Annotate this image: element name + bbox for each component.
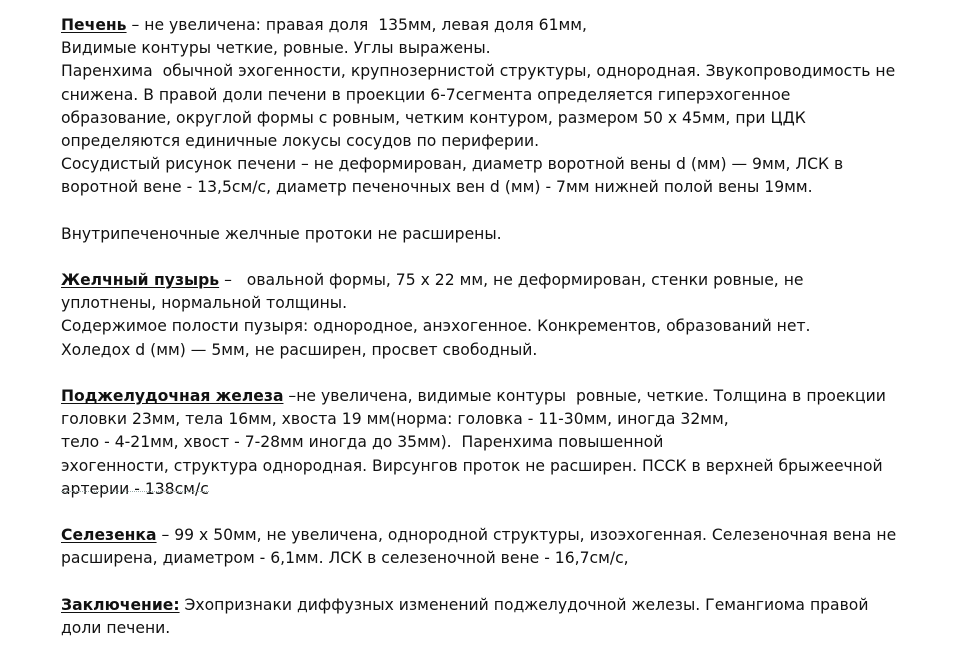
liver-line-6: определяются единичные локусы сосудов по периферии.: [61, 131, 540, 150]
liver-line-1: [61, 14, 961, 37]
gallbladder-text: – овальной формы, 75 х 22 мм, не деформирован, стенки ровные, не: [219, 271, 804, 290]
pancreas-line-3: тело - 4-21мм, хвост - 7-28мм иногда до 35мм). Паренхима повышенной: [61, 433, 664, 452]
pancreas-heading: Поджелудочная железа: [61, 387, 284, 405]
spacer: [61, 246, 961, 269]
spacer: [61, 501, 961, 524]
pancreas-line-4: эхогенности, структура однородная. Вирсунгов проток не расширен. ПССК в верхней брыжеечной: [61, 456, 883, 475]
liver-line-3: Паренхима обычной эхогенности, крупнозернистой структуры, однородная. Звукопроводимость не: [61, 62, 896, 81]
gallbladder-line-3: Содержимое полости пузыря: однородное, анэхогенное. Конкрементов, образований нет.: [61, 317, 811, 336]
gallbladder-line-1: [61, 269, 961, 292]
conclusion-heading: Заключение:: [61, 595, 180, 614]
gallbladder-heading: Желчный пузырь: [61, 271, 220, 290]
pancreas-text-last: артерии - 138см/с: [61, 479, 209, 498]
spleen-line-1: [61, 524, 961, 547]
bile-ducts-line: Внутрипеченочные желчные протоки не расширены.: [61, 224, 502, 243]
spleen-text: – 99 х 50мм, не увеличена, однородной структуры, изоэхогенная. Селезеночная вена не: [156, 526, 897, 545]
spacer: [61, 362, 961, 385]
liver-line-5: образование, округлой формы с ровным, четким контуром, размером 50 х 45мм, при ЦДК: [61, 108, 806, 127]
conclusion-text: Эхопризнаки диффузных изменений поджелудочной железы. Гемангиома правой: [179, 595, 869, 614]
gallbladder-line-2: уплотнены, нормальной толщины.: [61, 294, 348, 313]
liver-line-8: воротной вене - 13,5см/с, диаметр печеночных вен d (мм) - 7мм нижней полой вены 19мм.: [61, 178, 813, 197]
pancreas-line-2: головки 23мм, тела 16мм, хвоста 19 мм(норма: головка - 11-30мм, иногда 32мм,: [61, 410, 729, 429]
pancreas-line-1: [61, 385, 961, 408]
ultrasound-report: [61, 14, 961, 640]
conclusion-line-2: доли печени.: [61, 618, 171, 637]
spacer: [61, 571, 961, 594]
liver-line-4: снижена. В правой доли печени в проекции 6-7сегмента определяется гиперэхогенное: [61, 85, 791, 104]
liver-heading: Печень: [61, 16, 127, 34]
spacer: [61, 200, 961, 223]
liver-line-2: Видимые контуры четкие, ровные. Углы выражены.: [61, 39, 491, 58]
spleen-heading: Селезенка: [61, 526, 157, 545]
spleen-line-2: расширена, диаметром - 6,1мм. ЛСК в селезеночной вене - 16,7см/с,: [61, 549, 629, 568]
pancreas-text: –не увеличена, видимые контуры ровные, четкие. Толщина в проекции: [283, 387, 886, 405]
pancreas-line-5: [61, 478, 961, 501]
liver-line-7: Сосудистый рисунок печени – не деформирован, диаметр воротной вены d (мм) — 9мм, ЛСК в: [61, 155, 844, 174]
gallbladder-line-4: Холедох d (мм) — 5мм, не расширен, просвет свободный.: [61, 340, 538, 359]
liver-text: – не увеличена: правая доля 135мм, левая доля 61мм,: [126, 16, 588, 34]
conclusion-line-1: [61, 594, 961, 617]
